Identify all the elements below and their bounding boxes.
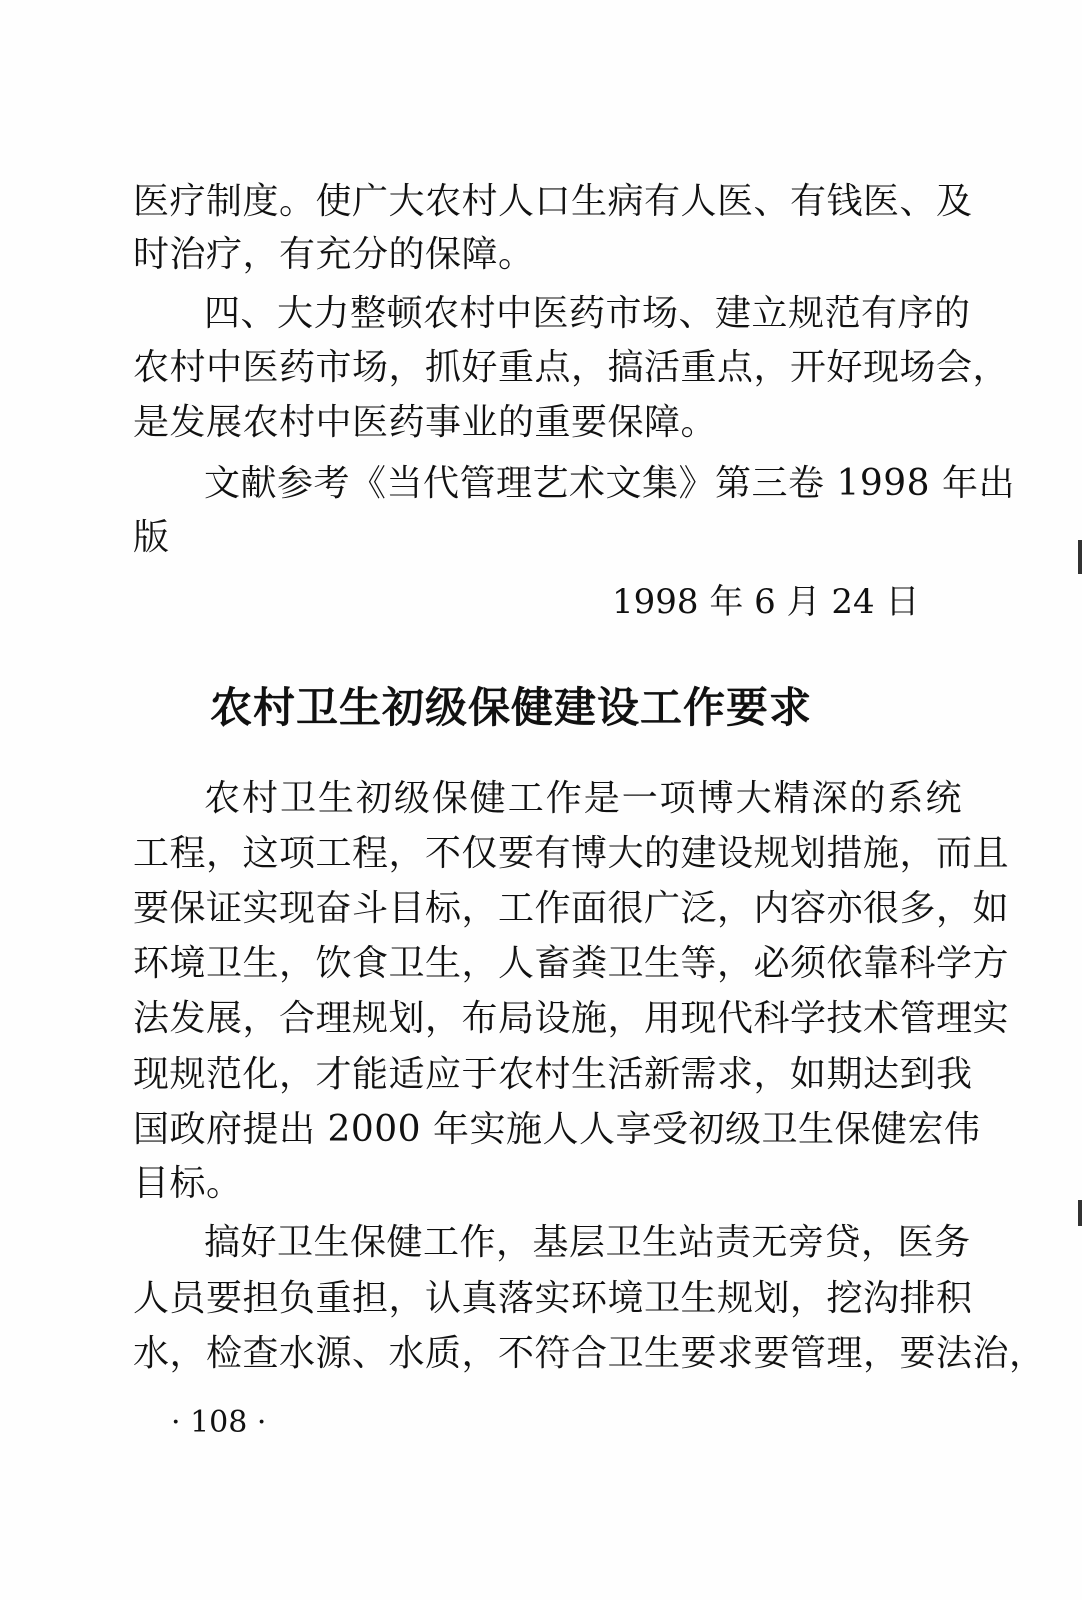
- body-line: 水，检查水源、水质，不符合卫生要求要管理，要法治，: [133, 1333, 1046, 1374]
- body-line: 农村卫生初级保健工作是一项博大精深的系统: [204, 778, 962, 819]
- page-number: · 108 ·: [171, 1405, 267, 1440]
- body-line: 目标。: [133, 1163, 243, 1204]
- scan-edge-mark: [1078, 1200, 1082, 1226]
- body-line: 工程，这项工程，不仅要有博大的建设规划措施，而且: [133, 833, 1010, 874]
- body-line: 人员要担负重担，认真落实环境卫生规划，挖沟排积: [133, 1278, 973, 1319]
- body-line: 法发展，合理规划，布局设施，用现代科学技术管理实: [133, 998, 1010, 1039]
- reference-line: 文献参考《当代管理艺术文集》第三卷 1998 年出: [204, 463, 1016, 504]
- text-line: 时治疗，有充分的保障。: [133, 234, 535, 275]
- body-line: 要保证实现奋斗目标，工作面很广泛，内容亦很多，如: [133, 888, 1010, 929]
- scan-edge-mark: [1078, 540, 1082, 574]
- body-line: 国政府提出 2000 年实施人人享受初级卫生保健宏伟: [133, 1109, 981, 1150]
- section-title: 农村卫生初级保健建设工作要求: [210, 683, 813, 732]
- text-line: 是发展农村中医药事业的重要保障。: [133, 402, 718, 443]
- reference-line: 版: [133, 517, 170, 558]
- body-line: 搞好卫生保健工作，基层卫生站责无旁贷，医务: [204, 1222, 971, 1263]
- text-line: 农村中医药市场，抓好重点，搞活重点，开好现场会，: [133, 347, 1010, 388]
- body-line: 现规范化，才能适应于农村生活新需求，如期达到我: [133, 1054, 973, 1095]
- text-line: 四、大力整顿农村中医药市场、建立规范有序的: [204, 293, 971, 334]
- date-line: 1998 年 6 月 24 日: [612, 582, 920, 622]
- body-line: 环境卫生，饮食卫生，人畜粪卫生等，必须依靠科学方: [133, 943, 1010, 984]
- text-line: 医疗制度。使广大农村人口生病有人医、有钱医、及: [133, 181, 973, 222]
